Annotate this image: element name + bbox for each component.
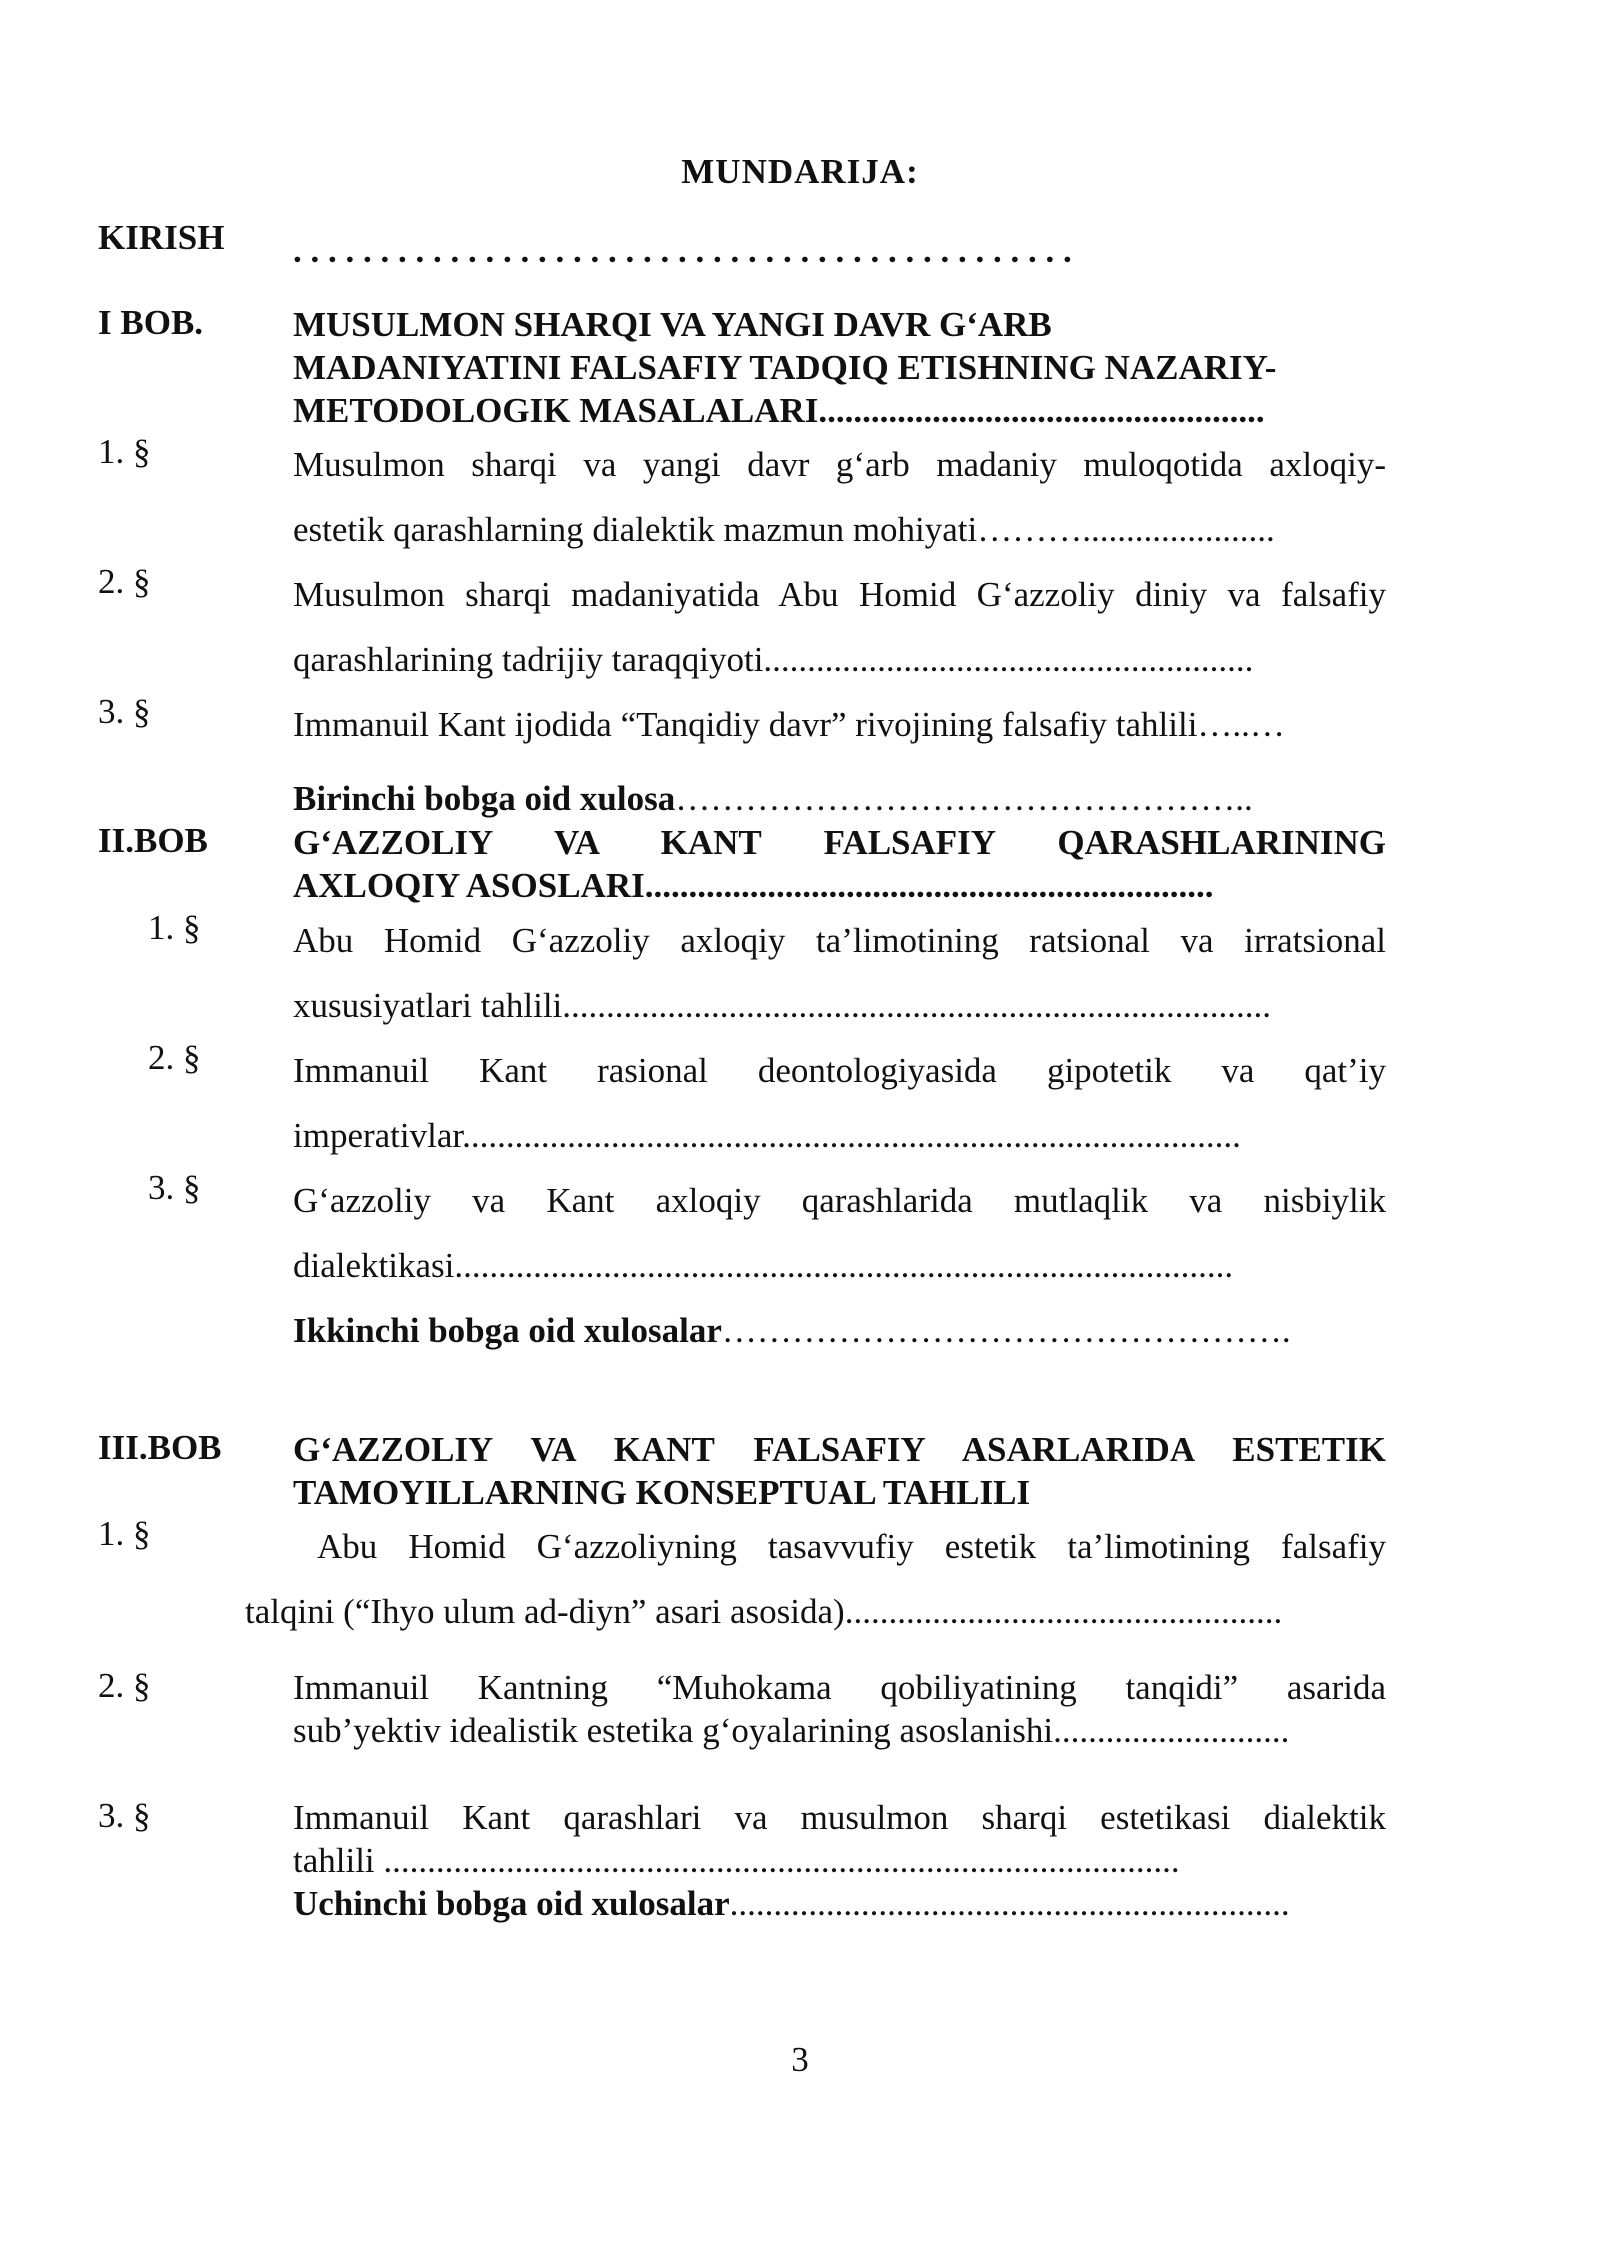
section-title-line: qarashlarining tadrijiy taraqqiyoti — [293, 640, 764, 679]
chapter-1-title-line: MADANIYATINI FALSAFIY TADQIQ ETISHNING NAZARIY- — [293, 348, 1277, 387]
section-number: 1. § — [98, 1514, 151, 1553]
conclusion-title: Ikkinchi bobga oid xulosalar — [293, 1311, 722, 1350]
section-number: 2. § — [98, 562, 151, 601]
chapter-3-heading — [98, 1428, 1388, 1514]
section-title-line: G‘azzoliy va Kant axloqiy qarashlarida mutlaqlik va nisbiylik — [293, 1181, 1386, 1220]
section-title-line: Musulmon sharqi va yangi davr g‘arb madaniy muloqotida axloqiy- — [293, 445, 1386, 484]
toc-leader-dots: ......................................................................................... — [454, 1246, 1234, 1285]
section-title-line: Musulmon sharqi madaniyatida Abu Homid G‘azzoliy diniy va falsafiy — [293, 575, 1386, 614]
chapter-2-title-text: AXLOQIY ASOSLARI — [293, 866, 645, 905]
toc-entry-2-3 — [98, 1168, 1388, 1298]
toc-entry-intro — [98, 218, 1388, 283]
chapter-2-label: II.BOB — [98, 821, 208, 860]
chapter-1-title-line: MUSULMON SHARQI VA YANGI DAVR G‘ARB — [293, 305, 1052, 344]
toc-entry-3-3 — [98, 1796, 1388, 1882]
page-number: 3 — [791, 2040, 809, 2079]
section-title-line: dialektikasi — [293, 1246, 455, 1285]
section-title-line: Immanuil Kant qarashlari va musulmon sharqi estetikasi dialektik — [293, 1798, 1386, 1837]
section-number: 1. § — [98, 432, 151, 471]
toc-leader-dots: . . . . . . . . . . . . . . . . . . . . . . . . . . . . . . . . . . . . . . . . . . . . . — [293, 231, 1072, 270]
toc-entry-1-3 — [98, 692, 1388, 757]
toc-leader-dots: ………...................... — [977, 510, 1275, 549]
section-number: 2. § — [98, 1666, 151, 1705]
toc-leader-dots: ................................................................. — [644, 866, 1214, 905]
toc-leader-dots: ........................... — [1053, 1711, 1290, 1750]
toc-leader-dots: .................................................. — [844, 1592, 1283, 1631]
section-number: 3. § — [98, 1796, 151, 1835]
chapter-3-title-line: G‘AZZOLIY VA KANT FALSAFIY ASARLARIDA ESTETIK — [293, 1430, 1386, 1469]
section-title-line: estetik qarashlarning dialektik mazmun mohiyati — [293, 510, 978, 549]
conclusion-title: Birinchi bobga oid xulosa — [293, 779, 676, 818]
toc-intro-label: KIRISH — [98, 218, 225, 257]
toc-leader-dots: ................................................................................. — [562, 986, 1272, 1025]
chapter-1-heading — [98, 303, 1388, 432]
section-title-line: sub’yektiv idealistik estetika g‘oyalarining asoslanishi — [293, 1711, 1054, 1750]
toc-entry-2-2 — [98, 1038, 1388, 1168]
chapter-3-conclusion — [98, 1882, 1388, 1925]
section-title-line: tahlili — [293, 1841, 375, 1880]
section-title-line: Abu Homid G‘azzoliy axloqiy ta’limotining ratsional va irratsional — [293, 921, 1386, 960]
toc-entry-3-2 — [98, 1666, 1388, 1752]
toc-title: MUNDARIJA: — [681, 152, 919, 191]
toc-leader-dots: ................................................................ — [729, 1884, 1290, 1923]
section-number: 1. § — [148, 908, 201, 947]
conclusion-title: Uchinchi bobga oid xulosalar — [293, 1884, 730, 1923]
toc-leader-dots: …..… — [1197, 705, 1285, 744]
chapter-2-title-line: G‘AZZOLIY VA KANT FALSAFIY QARASHLARINING — [293, 823, 1386, 862]
chapter-1-conclusion — [98, 777, 1388, 820]
section-title-line: Immanuil Kant ijodida “Tanqidiy davr” rivojining falsafiy tahlili — [293, 705, 1198, 744]
section-title-line: talqini (“Ihyo ulum ad-diyn” asari asosida) — [245, 1592, 845, 1631]
chapter-1-title-line — [293, 389, 1386, 432]
chapter-3-title-line: TAMOYILLARNING KONSEPTUAL TAHLILI — [293, 1473, 1031, 1512]
toc-entry-3-1 — [98, 1514, 1388, 1644]
toc-leader-dots: ........................................................................................... — [374, 1841, 1180, 1880]
toc-leader-dots: ......................................................................................... — [462, 1116, 1241, 1155]
toc-entry-1-2 — [98, 562, 1388, 692]
chapter-3-label: III.BOB — [98, 1428, 222, 1467]
toc-entry-2-1 — [98, 908, 1388, 1038]
section-title-line: Abu Homid G‘azzoliyning tasavvufiy estetik ta’limotining falsafiy — [317, 1527, 1386, 1566]
section-number: 3. § — [98, 692, 151, 731]
section-number: 2. § — [148, 1038, 201, 1077]
toc-leader-dots: ………………………………………….. — [675, 779, 1253, 818]
section-title-line: xususiyatlari tahlili — [293, 986, 563, 1025]
chapter-2-conclusion — [98, 1298, 1388, 1363]
toc-leader-dots: ........................................................ — [763, 640, 1254, 679]
toc-entry-1-1 — [98, 432, 1388, 562]
chapter-1-label: I BOB. — [98, 303, 204, 342]
section-title-line: Immanuil Kant rasional deontologiyasida gipotetik va qat’iy — [293, 1051, 1386, 1090]
section-title-line: Immanuil Kantning “Muhokama qobiliyatining tanqidi” asarida — [293, 1668, 1386, 1707]
chapter-1-title-text: METODOLOGIK MASALALARI — [293, 391, 819, 430]
toc-leader-dots: ................................................... — [818, 391, 1265, 430]
section-number: 3. § — [148, 1168, 201, 1207]
toc-leader-dots: …………………………………………. — [721, 1311, 1291, 1350]
chapter-2-heading — [98, 821, 1388, 907]
section-title-line: imperativlar — [293, 1116, 463, 1155]
